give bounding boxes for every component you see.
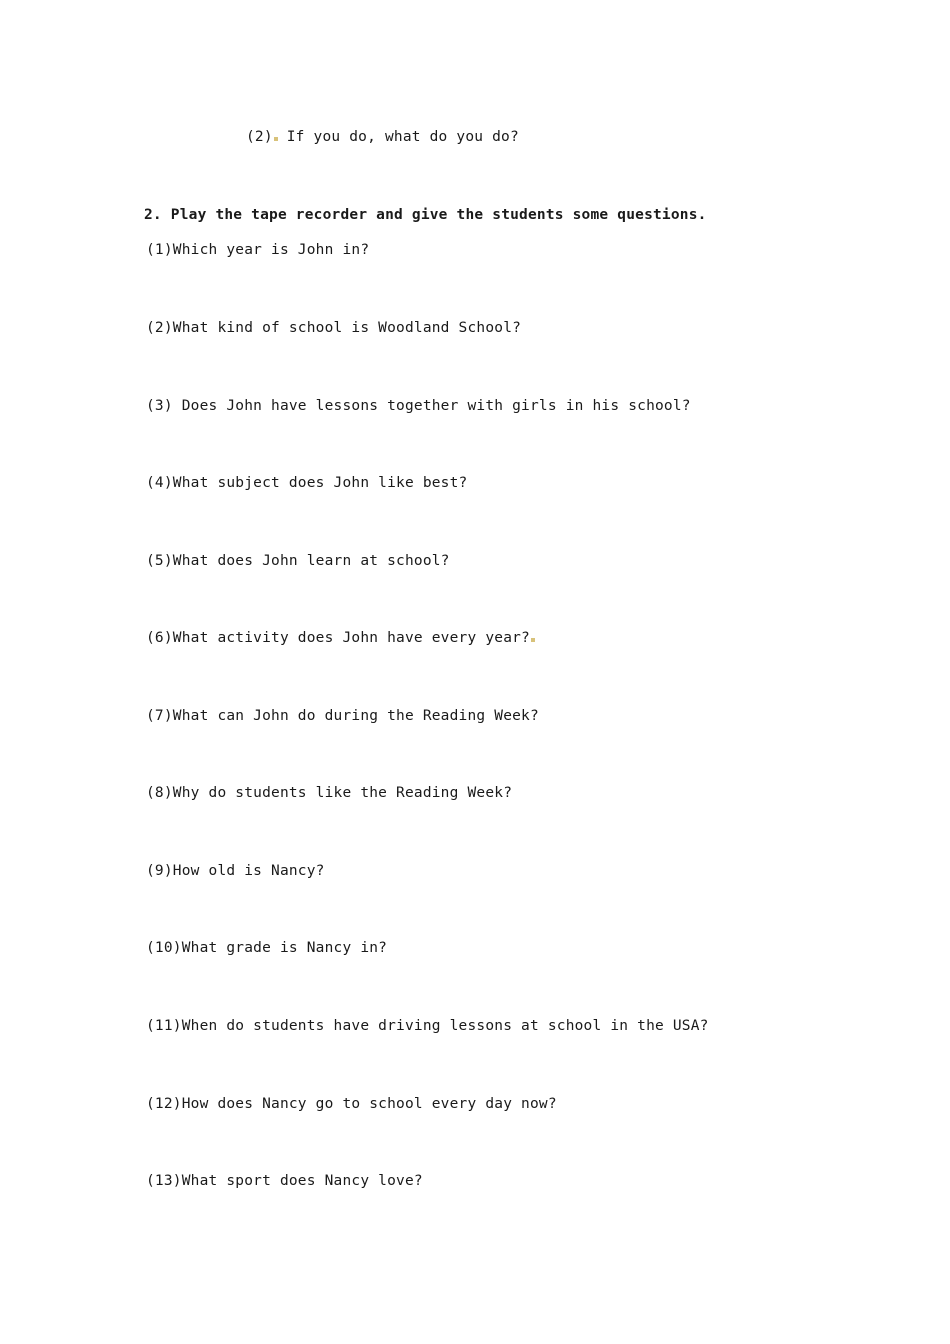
section-heading: 2. Play the tape recorder and give the students some questions. xyxy=(144,207,707,223)
question-10: (10)What grade is Nancy in? xyxy=(146,940,388,956)
question-2: (2)What kind of school is Woodland School? xyxy=(146,320,522,336)
question-8: (8)Why do students like the Reading Week? xyxy=(146,785,513,801)
question-6 xyxy=(146,629,535,647)
question-12: (12)How does Nancy go to school every day now? xyxy=(146,1096,557,1112)
question-11: (11)When do students have driving lessons at school in the USA? xyxy=(146,1018,709,1034)
question-4: (4)What subject does John like best? xyxy=(146,475,468,491)
question-9: (9)How old is Nancy? xyxy=(146,863,325,879)
question-3: (3) Does John have lessons together with girls in his school? xyxy=(146,398,691,414)
edit-mark-icon xyxy=(531,638,535,642)
intro-question xyxy=(246,128,519,146)
question-13: (13)What sport does Nancy love? xyxy=(146,1173,423,1189)
intro-question-number: (2) xyxy=(246,129,273,145)
question-7: (7)What can John do during the Reading Week? xyxy=(146,708,539,724)
intro-question-text: If you do, what do you do? xyxy=(277,129,519,145)
question-6-text: (6)What activity does John have every year? xyxy=(146,630,530,646)
question-1: (1)Which year is John in? xyxy=(146,242,370,258)
question-5: (5)What does John learn at school? xyxy=(146,553,450,569)
